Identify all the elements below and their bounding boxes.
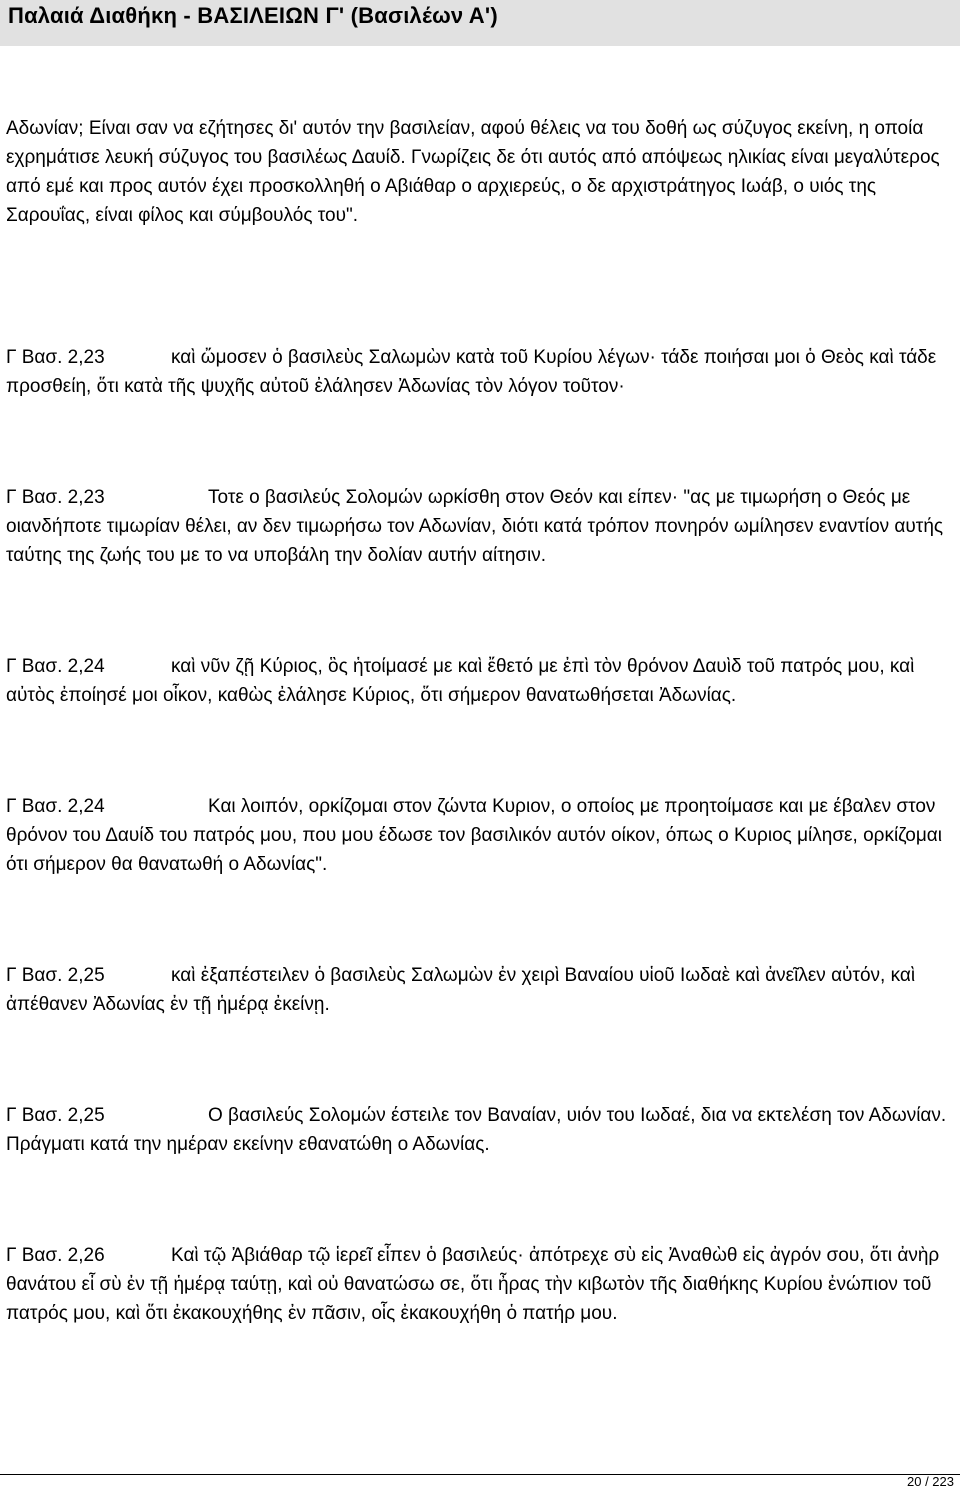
verse-reference: Γ Βασ. 2,24 (6, 656, 105, 677)
verse-reference: Γ Βασ. 2,24 (6, 796, 105, 817)
verse-text: καὶ ὤμοσεν ὁ βασιλεὺς Σαλωμὼν κατὰ τοῦ Κυρίου λέγων· τάδε ποιήσαι μοι ὁ Θεὸς καὶ τάδε προσθείη, ὅτι κατὰ τῆς ψυχῆς αὐτοῦ ἐλάλησεν Ἀδωνίας τὸν λόγον τοῦτον· (6, 347, 937, 397)
verse-block (6, 343, 956, 401)
page-number: 20 / 223 (907, 1474, 954, 1489)
verse-block (6, 652, 956, 710)
verse-text: καὶ ἐξαπέστειλεν ὁ βασιλεὺς Σαλωμὼν ἐν χειρὶ Βαναίου υἱοῦ Ιωδαὲ καὶ ἀνεῖλεν αὐτόν, καὶ ἀπέθανεν Ἀδωνίας ἐν τῇ ἡμέρᾳ ἐκείνῃ. (6, 965, 916, 1015)
verse-block (6, 961, 956, 1019)
verse-block (6, 792, 956, 879)
verse-text: Καὶ τῷ Ἀβιάθαρ τῷ ἱερεῖ εἶπεν ὁ βασιλεύς· ἀπότρεχε σὺ εἰς Ἀναθὼθ εἰς ἀγρόν σου, ὅτι ἀνὴρ θανάτου εἶ σὺ ἐν τῇ ἡμέρᾳ ταύτῃ, καὶ οὐ θανατώσω σε, ὅτι ἦρας τὴν κιβωτὸν τῆς διαθήκης Κυρίου ἐνώπιον τοῦ πατρός μου, καὶ ὅτι ἐκακουχήθης ἐν πᾶσιν, οἷς ἐκακουχήθη ὁ πατήρ μου. (6, 1245, 940, 1324)
verse-text: Ο βασιλεύς Σολομών έστειλε τον Βαναίαν, υιόν του Ιωδαέ, δια να εκτελέση τον Αδωνίαν. Πράγματι κατά την ημέραν εκείνην εθανατώθη ο Αδωνίας. (6, 1105, 947, 1155)
intro-paragraph: Αδωνίαν; Είναι σαν να εζήτησες δι' αυτόν την βασιλείαν, αφού θέλεις να του δοθή ως σύζυγος εκείνη, η οποία εχρημάτισε λευκή σύζυγος του βασιλέως Δαυίδ. Γνωρίζεις δε ότι αυτός από απόψεως ηλικίας είναι μεγαλύτερος από εμέ και προς αυτόν έχει προσκολληθή ο Αβιάθαρ ο αρχιερεύς, ο δε αρχιστράτηγος Ιωάβ, ο υιός της Σαρουΐας, είναι φίλος και σύμβουλός του". (6, 118, 940, 226)
document-body (6, 114, 956, 1328)
verse-text: καὶ νῦν ζῇ Κύριος, ὃς ἡτοίμασέ με καὶ ἔθετό με ἐπὶ τὸν θρόνον Δαυὶδ τοῦ πατρός μου, καὶ αὐτὸς ἐποίησέ μοι οἶκον, καθὼς ἐλάλησε Κύριος, ὅτι σήμερον θανατωθήσεται Ἀδωνίας. (6, 656, 915, 706)
verse-reference: Γ Βασ. 2,23 (6, 347, 105, 368)
verse-block (6, 1241, 956, 1328)
footer-divider (0, 1474, 960, 1475)
verse-text: Και λοιπόν, ορκίζομαι στον ζώντα Κυριον, ο οποίος με προητοίμασε και με έβαλεν στον θρόνον του Δαυίδ του πατρός μου, που μου έδωσε τον βασιλικόν αυτόν οίκον, όπως ο Κυριος μίλησε, ορκίζομαι ότι σήμερον θα θανατωθή ο Αδωνίας". (6, 796, 942, 875)
document-title: Παλαιά Διαθήκη - ΒΑΣΙΛΕΙΩΝ Γ' (Βασιλέων Α') (8, 3, 498, 28)
verse-text: Τοτε ο βασιλεύς Σολομών ωρκίσθη στον Θεόν και είπεν· "ας με τιμωρήση ο Θεός με οιανδήποτε τιμωρίαν θέλει, αν δεν τιμωρήσω τον Αδωνίαν, διότι κατά τρόπον πονηρόν ωμίλησεν εναντίον αυτής ταύτης της ζωής του με το να υποβάλη την δολίαν αυτήν αίτησιν. (6, 487, 944, 566)
verse-reference: Γ Βασ. 2,23 (6, 487, 105, 508)
verse-reference: Γ Βασ. 2,25 (6, 1105, 105, 1126)
verse-reference: Γ Βασ. 2,25 (6, 965, 105, 986)
verse-block (6, 483, 956, 570)
verse-block (6, 1101, 956, 1159)
page-header (0, 0, 960, 46)
verse-reference: Γ Βασ. 2,26 (6, 1245, 105, 1266)
